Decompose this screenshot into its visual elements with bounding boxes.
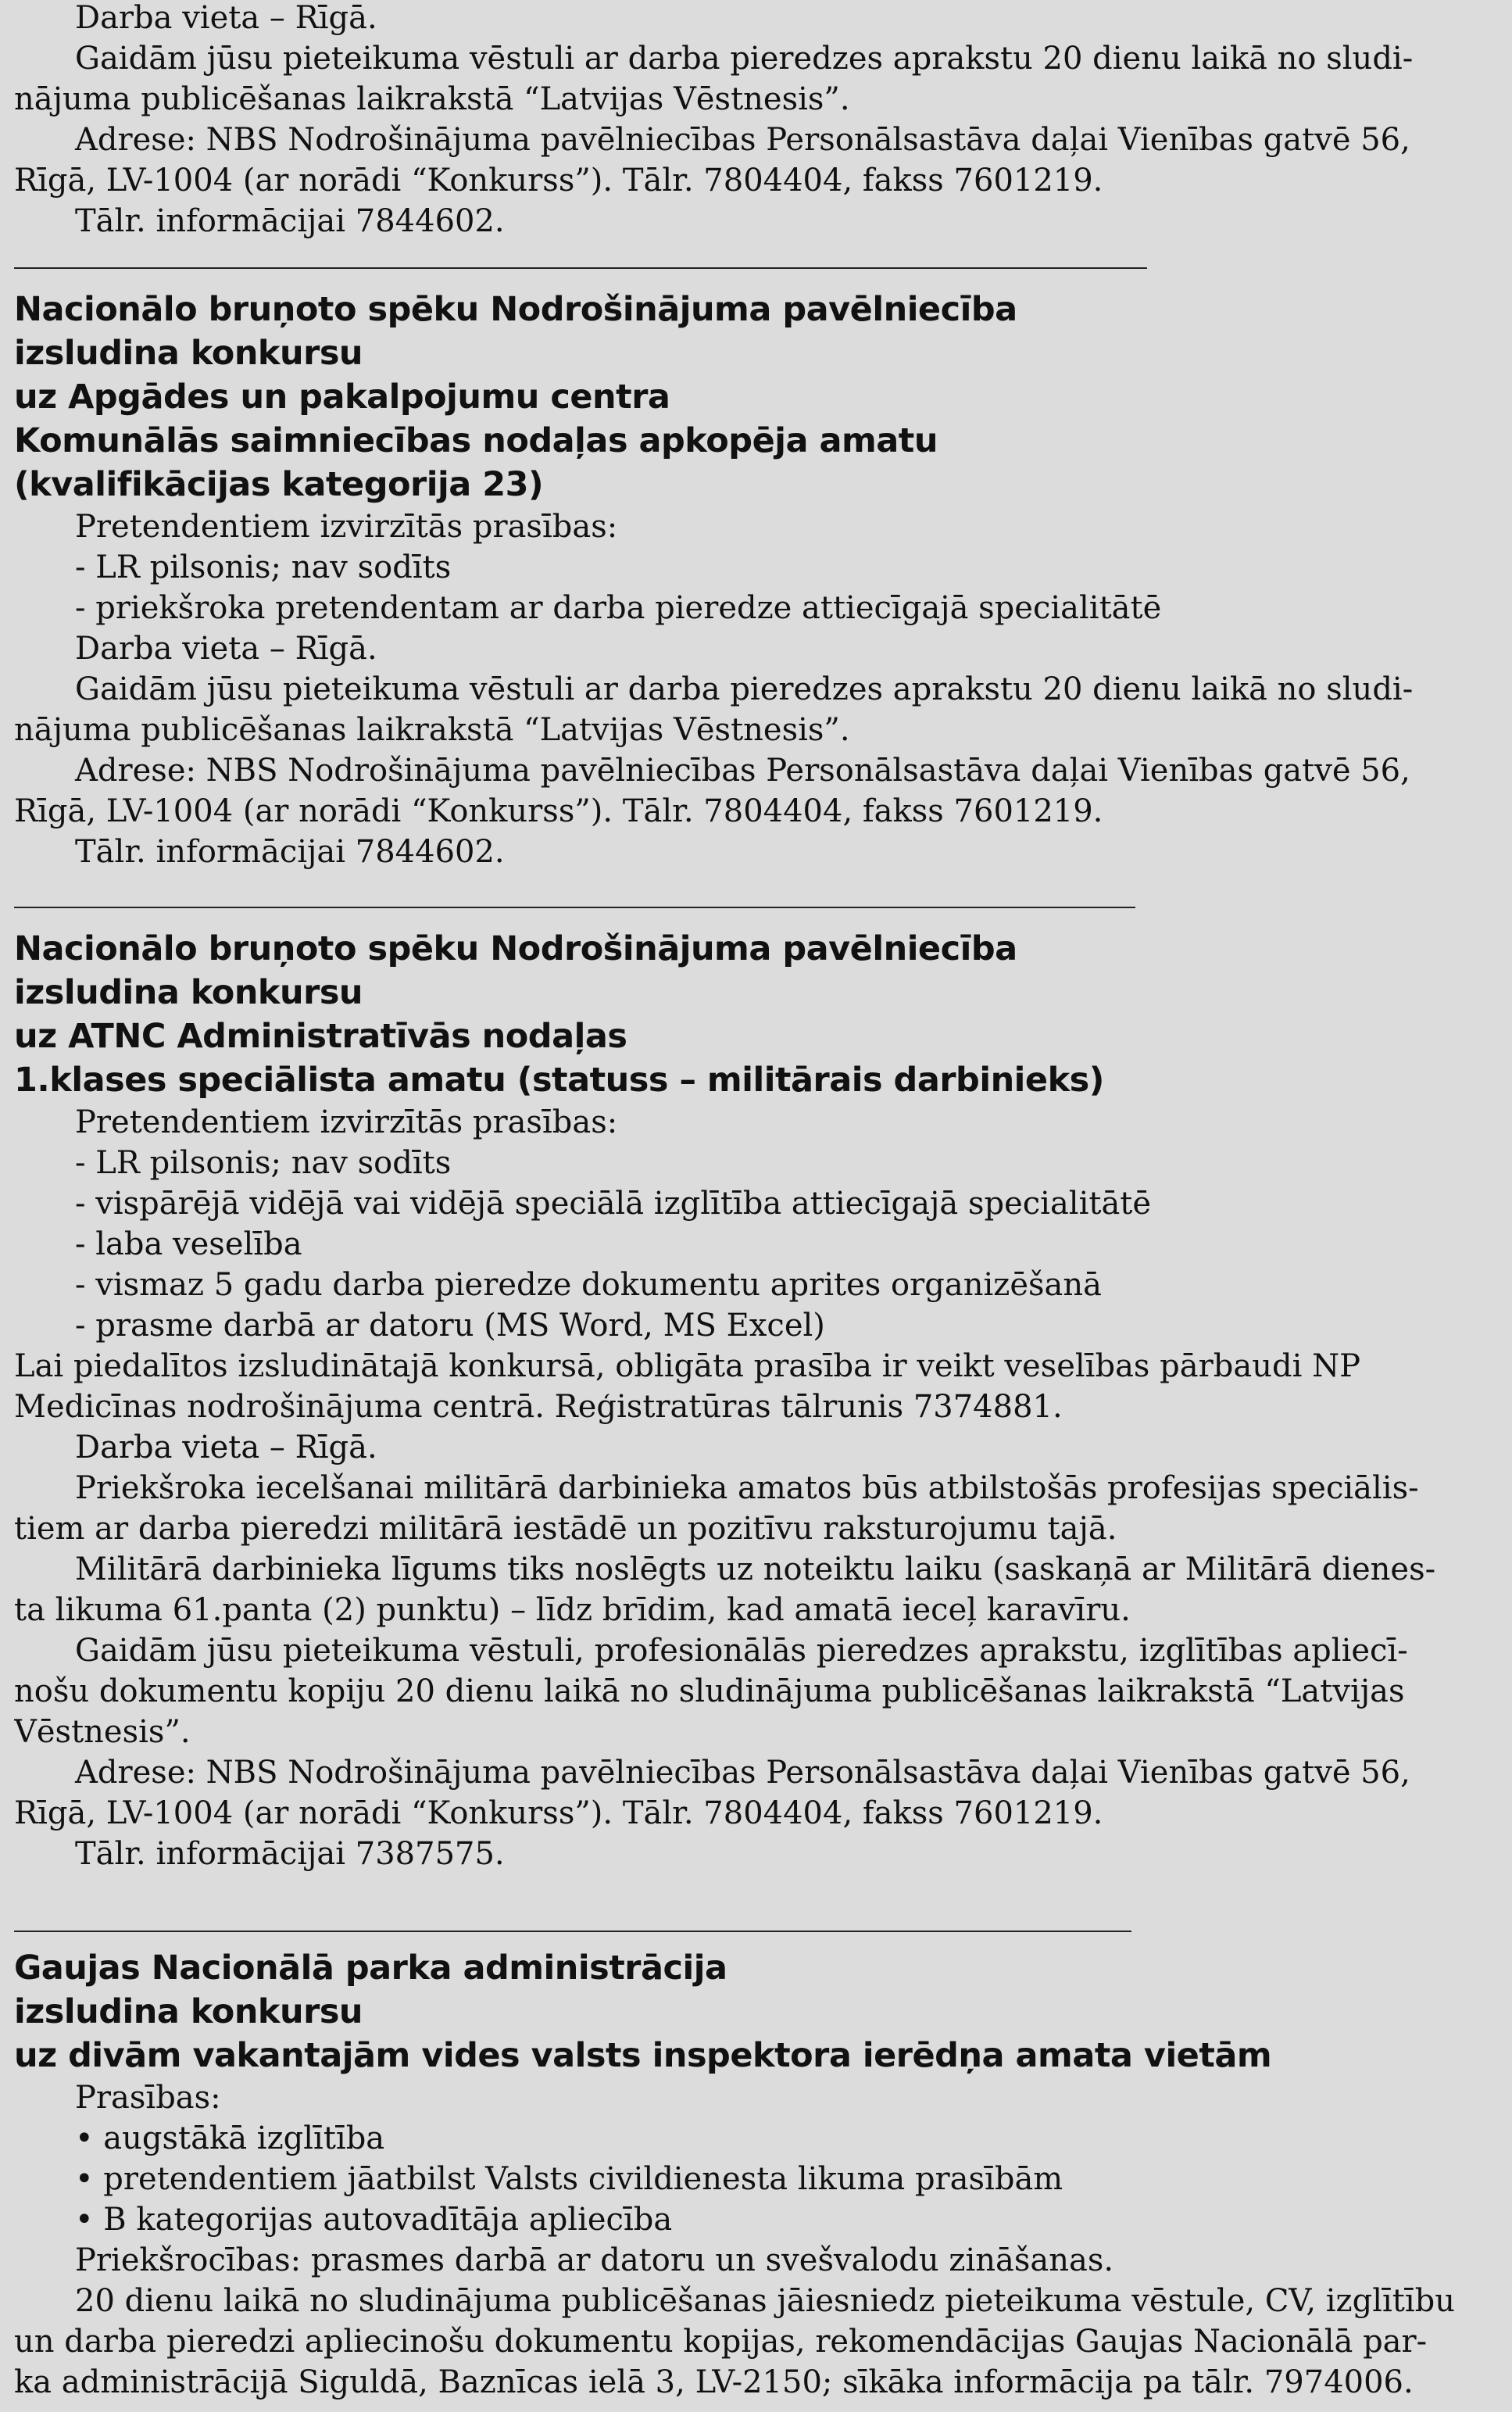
text-line: - priekšroka pretendentam ar darba pieredze attiecīgajā specialitātē — [75, 590, 1162, 626]
text-line: Darba vieta – Rīgā. — [75, 631, 377, 667]
divider — [14, 267, 1147, 269]
ad-heading-line: Nacionālo bruņoto spēku Nodrošinājuma pavēlniecība — [14, 290, 1017, 329]
text-line: Adrese: NBS Nodrošinājuma pavēlniecības Personālsastāva daļai Vienības gatvē 56, — [75, 122, 1410, 158]
ad-section-3 — [14, 1946, 1495, 2403]
text-line: • pretendentiem jāatbilst Valsts civildienesta likuma prasībām — [75, 2161, 1063, 2197]
ad-heading-line: (kvalifikācijas kategorija 23) — [14, 465, 544, 504]
text-line: Tālr. informācijai 7844602. — [75, 834, 505, 870]
ad-section-1 — [14, 288, 1495, 872]
text-line: Priekšrocības: prasmes darbā ar datoru un svešvalodu zināšanas. — [75, 2242, 1114, 2278]
text-line: Tālr. informācijai 7844602. — [75, 203, 505, 239]
text-line: Lai piedalītos izsludinātajā konkursā, obligāta prasība ir veikt veselības pārbaudi NP — [14, 1348, 1360, 1384]
text-line: Gaidām jūsu pieteikuma vēstuli ar darba pieredzes aprakstu 20 dienu laikā no sludi- — [75, 41, 1414, 77]
ad-heading-line: 1.klases speciālista amatu (statuss – militārais darbinieks) — [14, 1061, 1104, 1100]
text-line: Adrese: NBS Nodrošinājuma pavēlniecības Personālsastāva daļai Vienības gatvē 56, — [75, 1755, 1410, 1791]
text-line: tiem ar darba pieredzi militārā iestādē un pozitīvu raksturojumu tajā. — [14, 1511, 1117, 1547]
text-line: Vēstnesis”. — [14, 1714, 191, 1750]
ad-heading-line: Nacionālo bruņoto spēku Nodrošinājuma pavēlniecība — [14, 929, 1017, 968]
ad-heading-line: Komunālās saimniecības nodaļas apkopēja amatu — [14, 421, 938, 460]
ad-heading-line: uz divām vakantajām vides valsts inspektora ierēdņa amata vietām — [14, 2036, 1272, 2075]
text-line: Gaidām jūsu pieteikuma vēstuli, profesionālās pieredzes aprakstu, izglītības apliecī- — [75, 1633, 1408, 1669]
text-line: ta likuma 61.panta (2) punktu) – līdz brīdim, kad amatā ieceļ karavīru. — [14, 1592, 1131, 1628]
text-line: Darba vieta – Rīgā. — [75, 0, 377, 36]
text-line: Priekšroka iecelšanai militārā darbinieka amatos būs atbilstošās profesijas speciālis- — [75, 1470, 1419, 1506]
text-line: Prasības: — [75, 2080, 221, 2116]
top-continuation — [14, 0, 1495, 242]
text-line: Gaidām jūsu pieteikuma vēstuli ar darba pieredzes aprakstu 20 dienu laikā no sludi- — [75, 671, 1414, 707]
divider — [14, 907, 1135, 908]
text-line: • augstākā izglītība — [75, 2120, 385, 2156]
text-line: un darba pieredzi apliecinošu dokumentu kopijas, rekomendācijas Gaujas Nacionālā par- — [14, 2324, 1428, 2360]
text-line: - LR pilsonis; nav sodīts — [75, 1145, 452, 1181]
text-line: Rīgā, LV-1004 (ar norādi “Konkurss”). Tālr. 7804404, fakss 7601219. — [14, 163, 1103, 199]
text-line: nošu dokumentu kopiju 20 dienu laikā no sludinājuma publicēšanas laikrakstā “Latvijas — [14, 1673, 1405, 1709]
text-line: Pretendentiem izvirzītās prasības: — [75, 509, 618, 545]
text-line: Adrese: NBS Nodrošinājuma pavēlniecības Personālsastāva daļai Vienības gatvē 56, — [75, 753, 1410, 789]
text-line: - laba veselība — [75, 1226, 302, 1262]
text-line: 20 dienu laikā no sludinājuma publicēšanas jāiesniedz pieteikuma vēstule, CV, izglītību — [75, 2283, 1456, 2319]
text-line: Darba vieta – Rīgā. — [75, 1430, 377, 1465]
text-line: • B kategorijas autovadītāja apliecība — [75, 2202, 673, 2238]
text-line: ka administrācijā Siguldā, Baznīcas ielā 3, LV-2150; sīkāka informācija pa tālr. 7974006. — [14, 2364, 1414, 2400]
divider — [14, 1931, 1131, 1932]
ad-section-2 — [14, 927, 1495, 1874]
text-line: - vispārējā vidējā vai vidējā speciālā izglītība attiecīgajā specialitātē — [75, 1186, 1152, 1222]
ad-heading-line: Gaujas Nacionālā parka administrācija — [14, 1949, 727, 1988]
text-line: Militārā darbinieka līgums tiks noslēgts uz noteiktu laiku (saskaņā ar Militārā dienes- — [75, 1551, 1436, 1587]
text-line: - vismaz 5 gadu darba pieredze dokumentu aprites organizēšanā — [75, 1267, 1102, 1303]
text-line: nājuma publicēšanas laikrakstā “Latvijas Vēstnesis”. — [14, 712, 850, 748]
ad-heading-line: izsludina konkursu — [14, 334, 363, 373]
ad-heading-line: uz Apgādes un pakalpojumu centra — [14, 378, 670, 417]
text-line: Rīgā, LV-1004 (ar norādi “Konkurss”). Tālr. 7804404, fakss 7601219. — [14, 1795, 1103, 1831]
text-line: Tālr. informācijai 7387575. — [75, 1836, 505, 1872]
text-line: - LR pilsonis; nav sodīts — [75, 549, 452, 585]
ad-heading-line: uz ATNC Administratīvās nodaļas — [14, 1017, 627, 1056]
ad-heading-line: izsludina konkursu — [14, 1992, 363, 2031]
ad-heading-line: izsludina konkursu — [14, 973, 363, 1012]
text-line: - prasme darbā ar datoru (MS Word, MS Excel) — [75, 1308, 825, 1344]
text-line: nājuma publicēšanas laikrakstā “Latvijas Vēstnesis”. — [14, 81, 850, 117]
text-line: Pretendentiem izvirzītās prasības: — [75, 1104, 618, 1140]
text-line: Medicīnas nodrošinājuma centrā. Reģistratūras tālrunis 7374881. — [14, 1389, 1063, 1425]
text-line: Rīgā, LV-1004 (ar norādi “Konkurss”). Tālr. 7804404, fakss 7601219. — [14, 793, 1103, 829]
